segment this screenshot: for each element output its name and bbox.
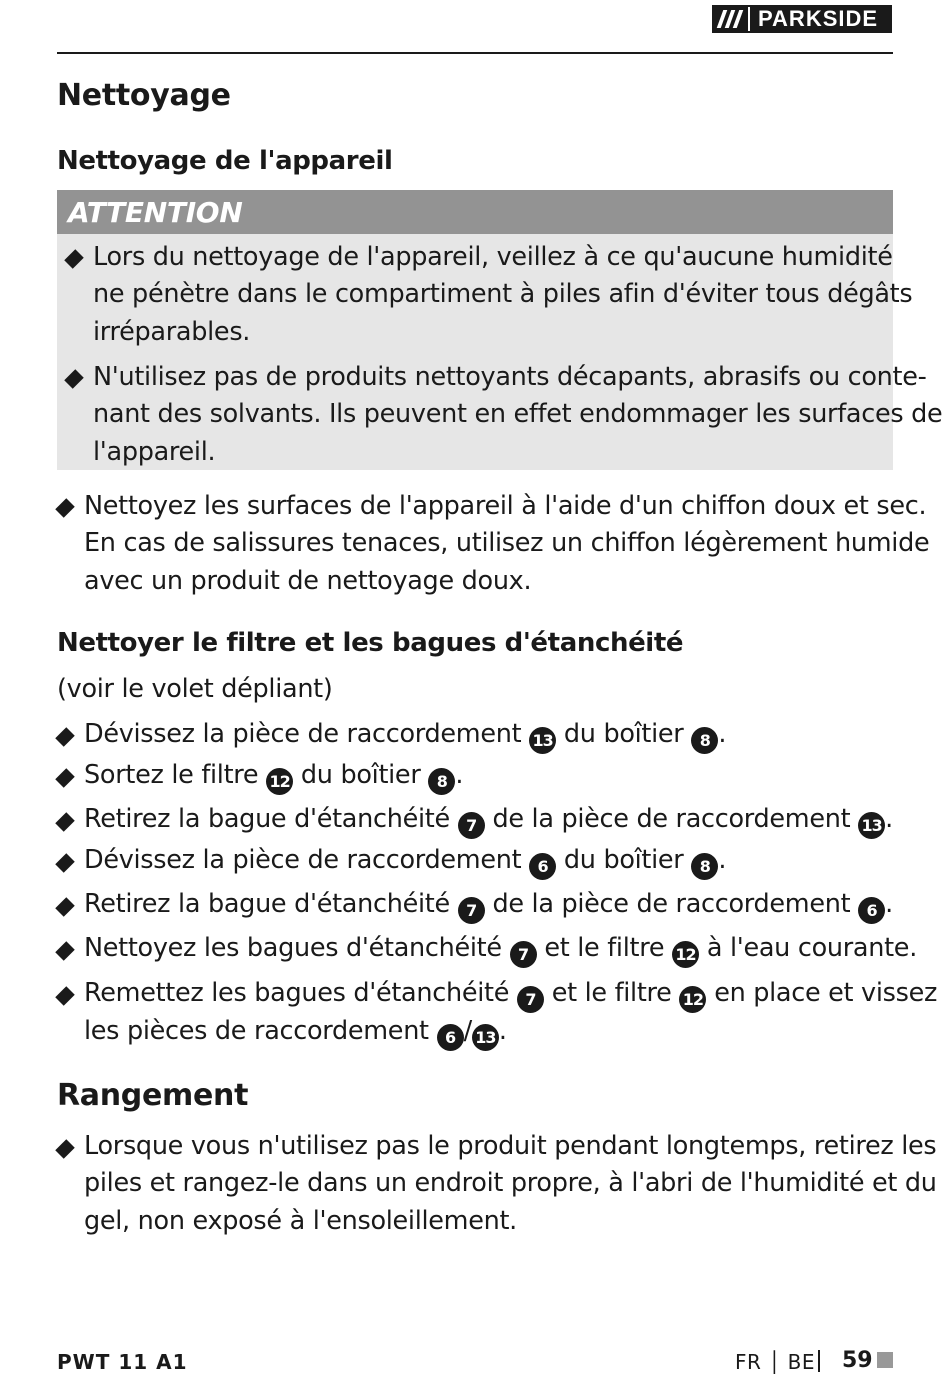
part-number-badge: 13	[529, 727, 556, 754]
attention-item-1-line-2: ne pénètre dans le compartiment à piles afin d'éviter tous dégâts	[93, 279, 913, 309]
cleaning-line-3: avec un produit de nettoyage doux.	[84, 566, 532, 596]
bullet-icon	[55, 941, 75, 961]
section-heading-storage: Rangement	[57, 1078, 249, 1113]
page-number: 59	[842, 1348, 873, 1373]
filter-step-7-line-1	[84, 975, 937, 1013]
part-number-badge: 13	[472, 1024, 499, 1051]
step-text: .	[885, 889, 893, 919]
part-number-badge: 6	[858, 897, 885, 924]
part-number-badge: 12	[679, 986, 706, 1013]
attention-item-2-line-2: nant des solvants. Ils peuvent en effet endommager les surfaces de	[93, 399, 943, 429]
attention-label: ATTENTION	[57, 190, 893, 234]
step-text: et le filtre	[544, 933, 665, 963]
step-text: .	[718, 845, 727, 875]
part-number-badge: 7	[517, 986, 544, 1013]
step-text: .	[885, 804, 893, 834]
logo-text: PARKSIDE	[748, 7, 878, 31]
step-text: les pièces de raccordement	[84, 1016, 429, 1046]
filter-step-7-line-2	[84, 1013, 507, 1051]
storage-line-1: Lorsque vous n'utilisez pas le produit pendant longtemps, retirez les	[84, 1131, 937, 1161]
header-rule	[57, 52, 893, 54]
part-number-badge: 13	[858, 812, 885, 839]
part-number-badge: 7	[458, 897, 485, 924]
logo-stripes-icon	[712, 5, 748, 33]
filter-step-1	[84, 716, 726, 754]
filter-step-4	[84, 842, 726, 880]
step-text: Sortez le filtre	[84, 760, 259, 790]
foldout-note: (voir le volet dépliant)	[57, 674, 333, 704]
filter-step-5	[84, 886, 893, 924]
bullet-icon	[55, 853, 75, 873]
step-text: .	[718, 719, 727, 749]
storage-line-2: piles et rangez-le dans un endroit propre, à l'abri de l'humidité et du	[84, 1168, 937, 1198]
section-heading-cleaning-device: Nettoyage de l'appareil	[57, 146, 393, 176]
bullet-icon	[55, 897, 75, 917]
part-number-badge: 12	[672, 941, 699, 968]
step-text: Nettoyez les bagues d'étanchéité	[84, 933, 502, 963]
step-text: Dévissez la pièce de raccordement	[84, 845, 522, 875]
cleaning-line-1: Nettoyez les surfaces de l'appareil à l'aide d'un chiffon doux et sec.	[84, 491, 927, 521]
bullet-icon	[55, 986, 75, 1006]
part-number-badge: 12	[266, 768, 293, 795]
bullet-icon	[55, 1139, 75, 1159]
bullet-icon	[55, 498, 75, 518]
parkside-logo	[712, 5, 892, 33]
step-text: et le filtre	[551, 978, 672, 1008]
cleaning-line-2: En cas de salissures tenaces, utilisez un chiffon légèrement humide	[84, 528, 930, 558]
attention-item-2-line-1: N'utilisez pas de produits nettoyants décapants, abrasifs ou conte-	[93, 362, 927, 392]
step-text: Retirez la bague d'étanchéité	[84, 804, 450, 834]
step-text: Remettez les bagues d'étanchéité	[84, 978, 510, 1008]
filter-step-6	[84, 930, 917, 968]
page-marker-square	[877, 1352, 893, 1368]
filter-step-3	[84, 801, 893, 839]
footer-language: FR │ BE	[735, 1350, 816, 1374]
bullet-icon	[55, 812, 75, 832]
step-text: Retirez la bague d'étanchéité	[84, 889, 450, 919]
part-number-badge: 8	[428, 768, 455, 795]
attention-item-1-line-3: irréparables.	[93, 317, 251, 347]
step-text: Dévissez la pièce de raccordement	[84, 719, 522, 749]
step-text: de la pièce de raccordement	[492, 889, 851, 919]
page-title: Nettoyage	[57, 78, 231, 113]
part-number-badge: 8	[691, 853, 718, 880]
attention-item-2-line-3: l'appareil.	[93, 437, 216, 467]
step-text: .	[455, 760, 464, 790]
bullet-icon	[55, 768, 75, 788]
section-heading-filter-seals: Nettoyer le filtre et les bagues d'étanchéité	[57, 628, 684, 658]
bullet-icon	[55, 727, 75, 747]
storage-line-3: gel, non exposé à l'ensoleillement.	[84, 1206, 517, 1236]
part-number-badge: 8	[691, 727, 718, 754]
step-text: /	[463, 1016, 472, 1046]
filter-step-2	[84, 757, 463, 795]
step-text: en place et vissez	[714, 978, 938, 1008]
footer-model: PWT 11 A1	[57, 1350, 188, 1374]
step-text: à l'eau courante.	[706, 933, 917, 963]
step-text: du boîtier	[563, 845, 684, 875]
footer-divider	[818, 1350, 820, 1372]
part-number-badge: 6	[529, 853, 556, 880]
part-number-badge: 7	[458, 812, 485, 839]
part-number-badge: 7	[510, 941, 537, 968]
part-number-badge: 6	[437, 1024, 464, 1051]
step-text: de la pièce de raccordement	[492, 804, 851, 834]
attention-item-1-line-1: Lors du nettoyage de l'appareil, veillez à ce qu'aucune humidité	[93, 242, 893, 272]
step-text: du boîtier	[300, 760, 421, 790]
step-text: .	[498, 1016, 507, 1046]
step-text: du boîtier	[563, 719, 684, 749]
